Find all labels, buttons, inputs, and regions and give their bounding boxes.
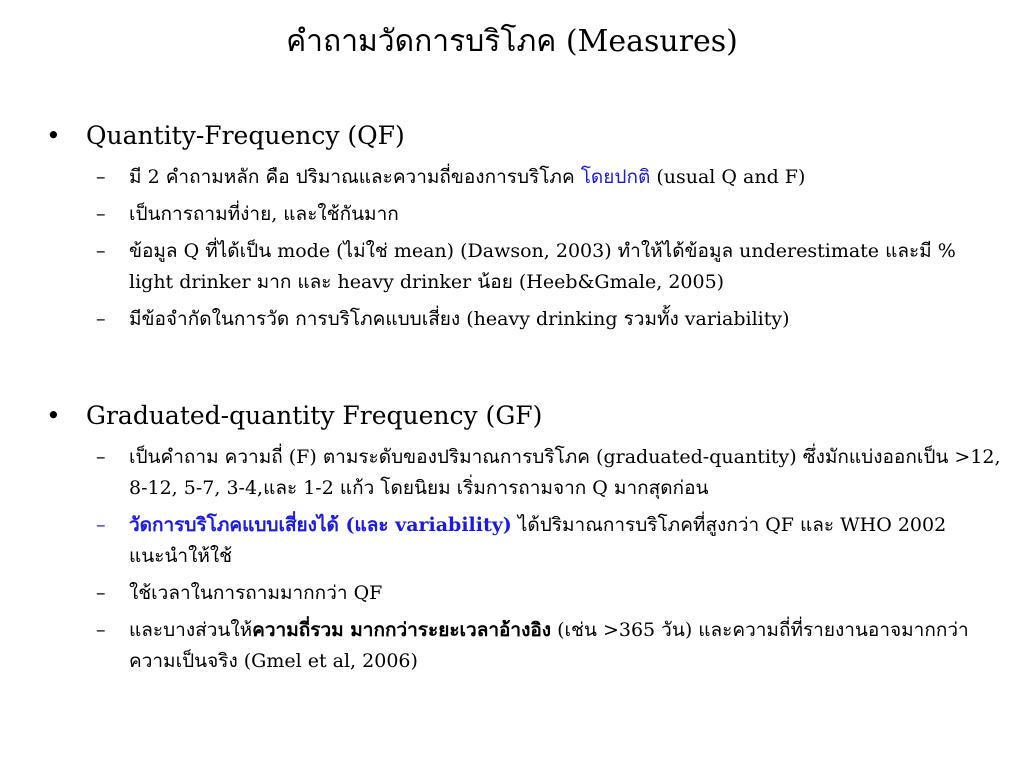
sub-item	[96, 162, 1006, 193]
sub-item	[96, 615, 1006, 677]
dash-icon: –	[96, 446, 106, 468]
sub-item-text: มีข้อจำกัดในการวัด การบริโภคแบบเสี่ยง (heavy drinking รวมทั้ง variability)	[129, 308, 790, 330]
sub-item-text: เป็นคำถาม ความถี่ (F) ตามระดับของปริมาณการบริโภค (graduated-quantity) ซึ่งมักแบ่งออกเป็น >12, 8-12, 5-7, 3-4,และ 1-2 แก้ว โดยนิยม เริ่มการถามจาก Q มากสุดก่อน	[129, 446, 1001, 499]
dash-icon: –	[96, 240, 106, 262]
dash-icon: –	[96, 308, 106, 330]
dash-icon: –	[96, 619, 106, 641]
sub-item	[96, 442, 1006, 504]
sub-item	[96, 510, 1006, 572]
sub-item-text: ใช้เวลาในการถามมากกว่า QF	[129, 582, 383, 604]
bullet-icon: •	[46, 121, 61, 150]
dash-icon: –	[96, 582, 106, 604]
sub-item-text: เป็นการถามที่ง่าย, และใช้กันมาก	[129, 203, 399, 225]
sub-item-text: ข้อมูล Q ที่ได้เป็น mode (ไม่ใช่ mean) (Dawson, 2003) ทำให้ได้ข้อมูล underestimate และมี % light drinker มาก และ heavy drinker น้อย (Heeb&Gmale, 2005)	[129, 240, 956, 293]
text-part: และบางส่วนให้	[129, 619, 253, 641]
sub-list	[46, 162, 1006, 335]
sub-item	[96, 578, 1006, 609]
text-part: (เช่น >365 วัน) และความถี่ที่รายงานอาจมากกว่าความเป็นจริง (Gmel et al, 2006)	[129, 619, 969, 672]
sub-item-text	[129, 162, 1006, 193]
section-gf	[46, 398, 1006, 683]
section-heading: Quantity-Frequency (QF)	[86, 121, 405, 150]
sub-list	[46, 442, 1006, 677]
slide-title: คำถามวัดการบริโภค (Measures)	[286, 24, 738, 59]
text-part: มี 2 คำถามหลัก คือ ปริมาณและความถี่ของการบริโภค	[129, 166, 581, 188]
section-qf	[46, 118, 1006, 341]
text-part: (usual Q and F)	[650, 166, 806, 188]
sub-item	[96, 236, 1006, 298]
highlight-text: วัดการบริโภคแบบเสี่ยงได้ (และ variability)	[129, 514, 512, 536]
sub-item	[96, 304, 1006, 335]
section-heading-row	[46, 118, 1006, 154]
sub-item-text	[129, 615, 1006, 677]
dash-icon: –	[96, 203, 106, 225]
sub-item-text	[129, 510, 1006, 572]
dash-icon: –	[96, 166, 106, 188]
sub-item	[96, 199, 1006, 230]
section-heading: Graduated-quantity Frequency (GF)	[86, 401, 543, 430]
section-heading-row	[46, 398, 1006, 434]
highlight-text: โดยปกติ	[580, 166, 651, 188]
bullet-icon: •	[46, 401, 61, 430]
text-part: ได้ปริมาณการบริโภคที่สูงกว่า QF และ WHO 2002 แนะนำให้ใช้	[129, 514, 947, 567]
dash-icon: –	[96, 514, 106, 536]
bold-text: ความถี่รวม มากกว่าระยะเวลาอ้างอิง	[252, 619, 552, 641]
